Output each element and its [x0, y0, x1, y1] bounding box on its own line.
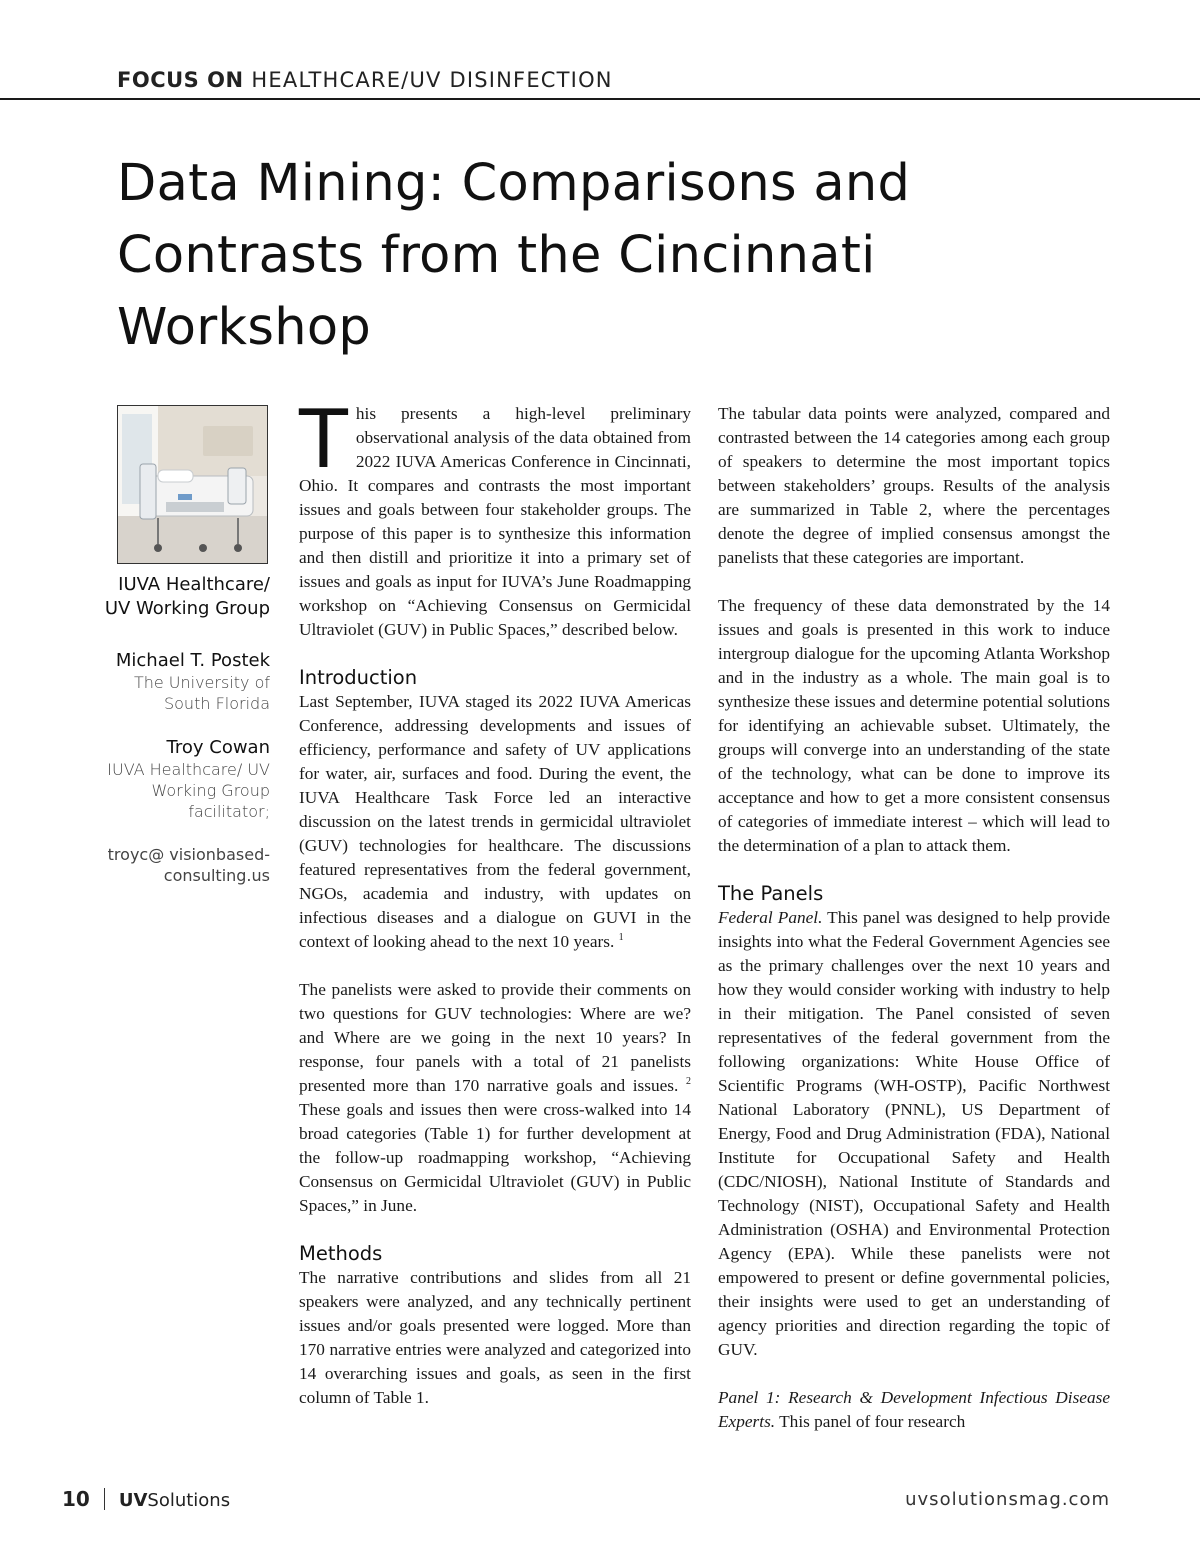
header-divider: [0, 98, 1200, 100]
footer-divider: [104, 1488, 105, 1510]
author-name: Troy Cowan: [166, 737, 270, 758]
author-name: Michael T. Postek: [115, 650, 270, 671]
author-sidebar: [100, 573, 270, 886]
body-paragraph: The panelists were asked to provide their comments on two questions for GUV technologies: Where are we? and Where are we going in the next 10 years? In response, four panels with a total of 21 panelists presented more than 170 narrative goals and issues. $^2$ These goals and issues then were cross-walked into 14 broad categories (Table 1) for further development at the follow-up roadmapping workshop, “Achieving Consensus on Germicidal Ultraviolet (GUV) in Public Spaces,” in June.: [299, 980, 691, 1215]
body-paragraph: Panel 1: Research & Development Infectious Disease Experts. This panel of four research: [718, 1388, 1110, 1431]
run-in-label: Federal Panel.: [718, 908, 823, 927]
body-column-right: [718, 402, 1110, 1458]
magazine-brand-light: Solutions: [147, 1490, 231, 1511]
drop-cap: T: [299, 393, 348, 486]
hospital-bed-photo: [117, 405, 268, 564]
body-paragraph: The narrative contributions and slides from all 21 speakers were analyzed, and any technically pertinent issues and/or goals presented were logged. More than 170 narrative entries were analyzed and categorized into 14 overarching issues and goals, as seen in the first column of Table 1.: [299, 1268, 691, 1407]
body-paragraph: Federal Panel. This panel was designed to help provide insights into what the Federal Government Agencies see as the primary challenges over the next 10 years and how they would consider working with industry to help in their mitigation. The Panel consisted of seven representatives of the federal government from the following organizations: White House Office of Scientific Programs (WH-OSTP), Pacific Northwest National Laboratory (PNNL), US Department of Energy, Food and Drug Administration (FDA), National Institute for Occupational Safety and Health (CDC/NIOSH), National Institute of Standards and Technology (NIST), Occupational Safety and Health Administration (OSHA) and Environmental Protection Agency (EPA). While these panelists were not empowered to present or define governmental policies, their insights were used to get an understanding of agency priorities and direction regarding the topic of GUV.: [718, 908, 1111, 1359]
body-paragraph: The tabular data points were analyzed, compared and contrasted between the 14 categories among each group of speakers to determine the most important topics between stakeholders’ groups. Results of the analysis are summarized in Table 2, where the percentages denote the degree of implied consensus amongst the panelists that these categories are important.: [718, 404, 1110, 567]
footer-folio: [62, 1487, 230, 1511]
footer-website-link[interactable]: uvsolutionsmag.com: [905, 1489, 1110, 1510]
body-paragraph: The frequency of these data demonstrated by the 14 issues and goals is presented in this work to induce intergroup dialogue for the upcoming Atlanta Workshop and in the industry as a whole. The main goal is to synthesize these issues and determine potential solutions for identifying an achievable subset. Ultimately, the groups will converge into an understanding of the state of the technology, what can be done to improve its acceptance and how to get a more consistent consensus of categories of immediate interest – which will lead to the determination of a plan to attack them.: [718, 596, 1110, 855]
article-title: Data Mining: Comparisons and Contrasts from the Cincinnati Workshop: [117, 154, 911, 357]
header-section: HEALTHCARE/UV DISINFECTION: [251, 68, 613, 92]
lead-paragraph: This presents a high-level preliminary observational analysis of the data obtained from 2022 IUVA Americas Conference in Cincinnati, Ohio. It compares and contrasts the most important issues and goals between four stakeholder groups. The purpose of this paper is to synthesize this information and then distill and prioritize it into a primary set of issues and goals as input for IUVA’s June Roadmapping workshop on “Achieving Consensus on Germicidal Ultraviolet (GUV) in Public Spaces,” described below.: [299, 393, 691, 639]
body-column-left: [299, 393, 691, 1434]
section-heading: Methods: [299, 1242, 383, 1265]
footnote-ref[interactable]: 2: [686, 1076, 691, 1088]
page-number: 10: [62, 1487, 90, 1511]
author-affiliation: IUVA Healthcare/ UV Working Group facilitator;: [107, 760, 270, 821]
run-in-label: Panel 1: Research & Development Infectious Disease Experts.: [718, 1388, 1110, 1431]
footnote-ref[interactable]: 1: [618, 932, 624, 944]
working-group-label: IUVA Healthcare/ UV Working Group: [104, 574, 270, 619]
header-kicker: FOCUS ON: [117, 68, 244, 92]
magazine-brand-bold: UV: [118, 1490, 148, 1511]
author-affiliation: The University of South Florida: [133, 673, 270, 713]
section-heading: Introduction: [299, 666, 418, 689]
running-header: [117, 68, 613, 92]
section-heading: The Panels: [718, 882, 824, 905]
body-paragraph: Last September, IUVA staged its 2022 IUVA Americas Conference, addressing developments and issues of efficiency, performance and safety of UV applications for water, air, surfaces and food. During the event, the IUVA Healthcare Task Force led an interactive discussion on the latest trends in germicidal ultraviolet (GUV) technologies for healthcare. The discussions featured representatives from the federal government, NGOs, academia and industry, with updates on infectious diseases and a dialogue on GUVI in the context of looking ahead to the next 10 years. $^1$: [299, 692, 691, 951]
author-email-link[interactable]: troyc@ visionbased-consulting.us: [107, 845, 270, 885]
